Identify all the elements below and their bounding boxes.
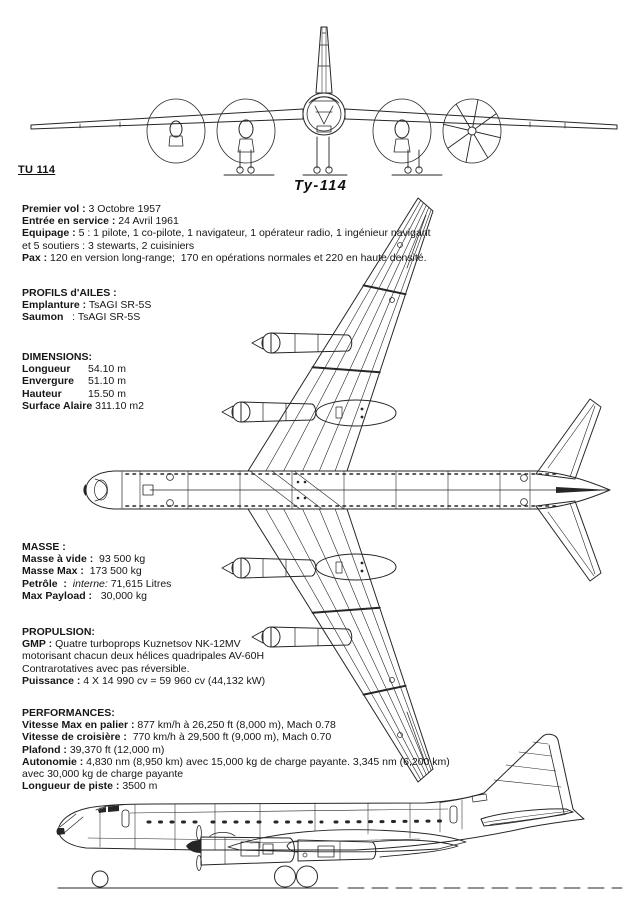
front-view	[31, 27, 617, 175]
section-heading: PROPULSION:	[22, 626, 95, 638]
side-landing-gear	[92, 866, 318, 887]
section-heading: PERFORMANCES:	[22, 707, 115, 719]
side-fuselage	[57, 793, 585, 850]
top-view	[83, 198, 610, 782]
front-right-wing	[345, 109, 617, 129]
side-window-row	[148, 821, 445, 822]
top-lower-stabilizer	[536, 501, 601, 581]
propulsion-block: PROPULSION: GMP : Quatre turboprops Kuznetsov NK-12MV motorisant chacun deux hélices quadripales AV-60H Contrarotatives avec pas réversible. Puissance : 4 X 14 990 cv = 59 960 cv (44,132 kW)	[22, 626, 352, 687]
performance-block: PERFORMANCES: Vitesse Max en palier : 877 km/h à 26,250 ft (8,000 m), Mach 0.78 Vitesse de croisière : 770 km/h à 29,500 ft (9,000 m), Mach 0.70 Plafond : 39,370 ft (12,000 m) Autonomie : 4,830 nm (8,950 km) avec 15,000 kg de charge payante. 3,345 nm (6,200 km) avec 30,000 kg de charge payante Longueur de piste : 3500 m	[22, 707, 622, 792]
front-left-wing	[31, 109, 303, 129]
dimensions-block: DIMENSIONS: Longueur 54.10 m Envergure 51.10 m Hauteur 15.50 m Surface Alaire 311.10 m2	[22, 351, 282, 412]
document-reference: TU 114	[18, 164, 56, 176]
wing-profiles-block: PROFILS d'AILES : Emplanture : TsAGI SR-5S Saumon : TsAGI SR-5S	[22, 287, 282, 324]
top-upper-gear-pod	[316, 400, 396, 426]
propeller-blades-icon	[444, 100, 501, 163]
front-landing-gear	[224, 137, 442, 175]
section-heading: PROFILS d'AILES :	[22, 287, 117, 299]
side-inner-nacelle	[186, 826, 295, 871]
section-heading: DIMENSIONS:	[22, 351, 93, 363]
aircraft-title: Ty-114	[294, 178, 348, 194]
front-fuselage	[303, 93, 345, 135]
top-lower-gear-pod	[316, 554, 396, 580]
side-stabilizer	[481, 809, 573, 826]
top-upper-outer-nacelle	[252, 333, 352, 353]
general-info-block: Premier vol : 3 Octobre 1957 Entrée en service : 24 Avril 1961 Equipage : 5 : 1 pilote, 1 co-pilote, 1 navigateur, 1 opérateur radio, 1 ingénieur navigant et 5 soutiers : 3 stewarts, 2 cuisiniers Pax : 120 en version long-range; 170 en opérations normales et 220 en haute densité.	[22, 203, 431, 264]
top-upper-stabilizer	[536, 399, 601, 479]
prop-disc-inner-right	[373, 99, 431, 163]
prop-disc-inner-left	[217, 99, 275, 163]
mass-block: MASSE : Masse à vide : 93 500 kg Masse Max : 173 500 kg Petrôle : interne: 71,615 Litres Max Payload : 30,000 kg	[22, 541, 282, 602]
front-fin	[316, 27, 332, 93]
prop-disc-outer-left	[147, 99, 205, 163]
side-outer-nacelle	[287, 840, 458, 861]
section-heading: MASSE :	[22, 541, 66, 553]
top-fuselage	[83, 471, 610, 509]
